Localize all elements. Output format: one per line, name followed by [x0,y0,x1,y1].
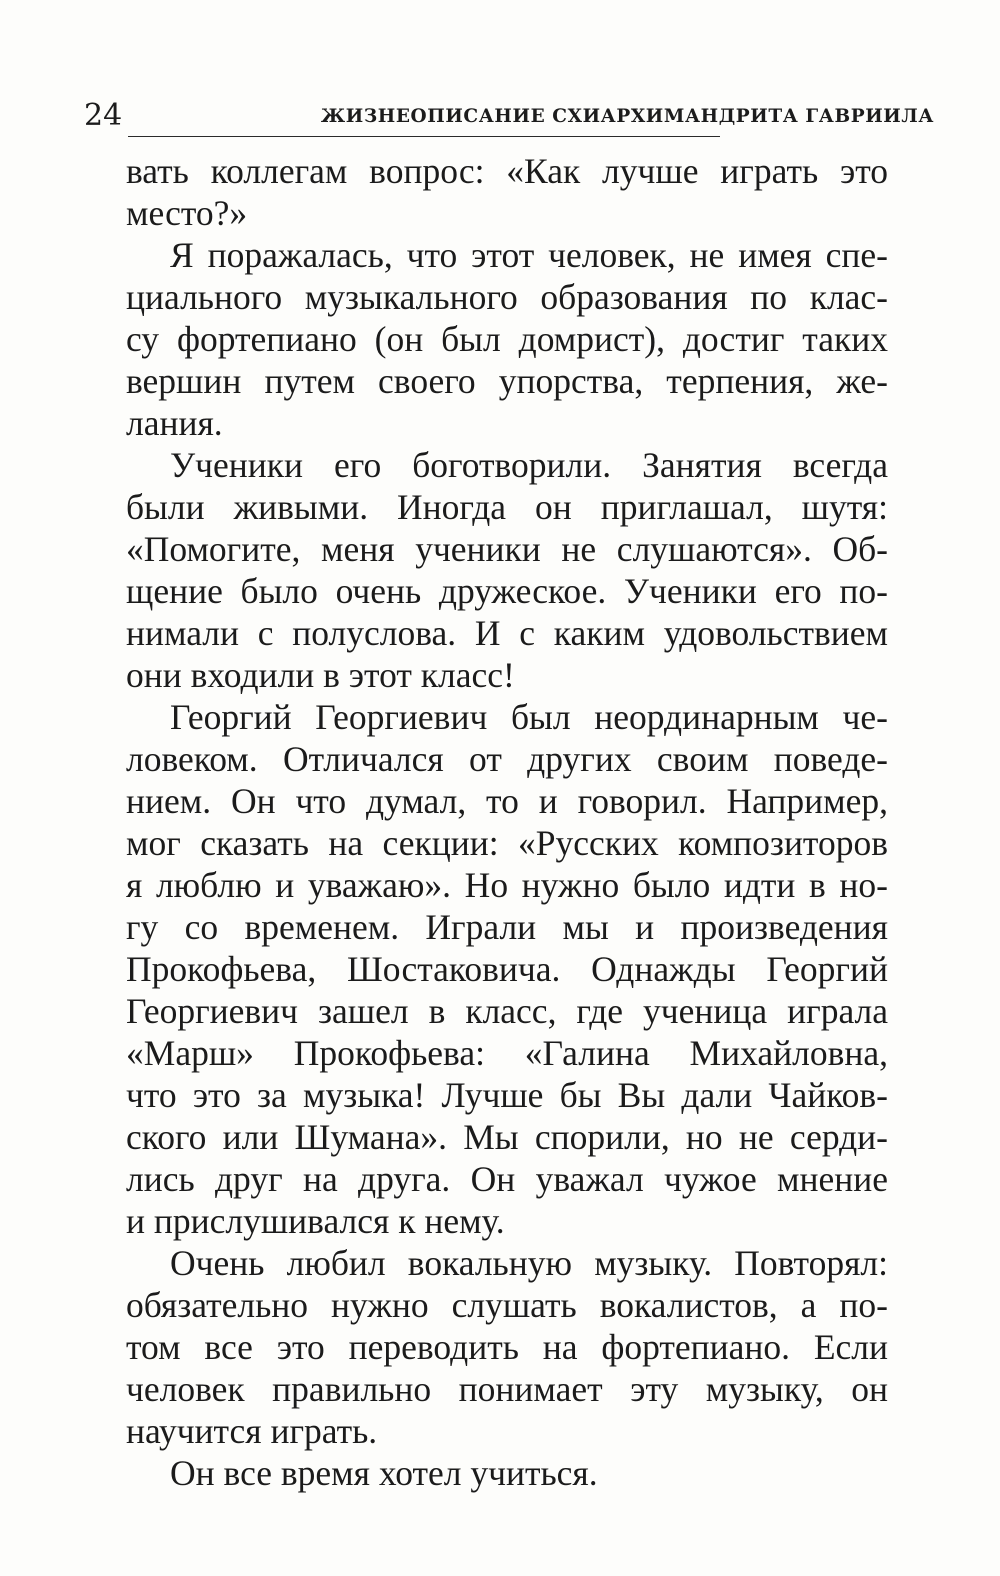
text-line: лись друг на друга. Он уважал чужое мнение [126,1159,888,1199]
text-line: мог сказать на секции: «Русских композиторов [126,823,888,863]
text-line: нимали с полуслова. И с каким удовольствием [126,613,888,653]
text-line: обязательно нужно слушать вокалистов, а по- [126,1285,888,1325]
body-text [126,150,888,1494]
text-line: они входили в этот класс! [126,655,515,695]
text-line: Он все время хотел учиться. [170,1453,598,1493]
text-line: Прокофьева, Шостаковича. Однажды Георгий [126,949,888,989]
text-line: вершин путем своего упорства, терпения, же- [126,361,888,401]
text-line: и прислушивался к нему. [126,1201,505,1241]
text-line: что это за музыка! Лучше бы Вы дали Чайков- [126,1075,888,1115]
text-line: Я поражалась, что этот человек, не имея спе- [170,235,888,275]
text-line: вать коллегам вопрос: «Как лучше играть это [126,151,888,191]
text-line: лания. [126,403,223,443]
text-line: ловеком. Отличался от других своим поведе- [126,739,888,779]
text-line: щение было очень дружеское. Ученики его по- [126,571,888,611]
text-line: гу со временем. Играли мы и произведения [126,907,888,947]
text-line: человек правильно понимает эту музыку, он [126,1369,888,1409]
text-line: научится играть. [126,1411,378,1451]
text-line: «Марш» Прокофьева: «Галина Михайловна, [126,1033,888,1073]
text-line: место?» [126,193,248,233]
text-line: ского или Шумана». Мы спорили, но не серди- [126,1117,888,1157]
text-line: Георгий Георгиевич был неординарным че- [170,697,888,737]
text-line: нием. Он что думал, то и говорил. Например, [126,781,888,821]
text-line: я люблю и уважаю». Но нужно было идти в но- [126,865,888,905]
running-title: ЖИЗНЕОПИСАНИЕ СХИАРХИМАНДРИТА ГАВРИИЛА [320,106,934,127]
text-line: были живыми. Иногда он приглашал, шутя: [126,487,888,527]
text-line: су фортепиано (он был домрист), достиг таких [126,319,888,359]
text-line: «Помогите, меня ученики не слушаются». Об- [126,529,888,569]
text-line: Очень любил вокальную музыку. Повторял: [170,1243,888,1283]
text-line: Ученики его боготворили. Занятия всегда [170,445,888,485]
header-rule [128,136,720,137]
text-line: циального музыкального образования по клас- [126,277,888,317]
text-line: Георгиевич зашел в класс, где ученица играла [126,991,888,1031]
text-line: том все это переводить на фортепиано. Если [126,1327,888,1367]
page-number: 24 [84,98,123,133]
running-head [84,98,934,138]
